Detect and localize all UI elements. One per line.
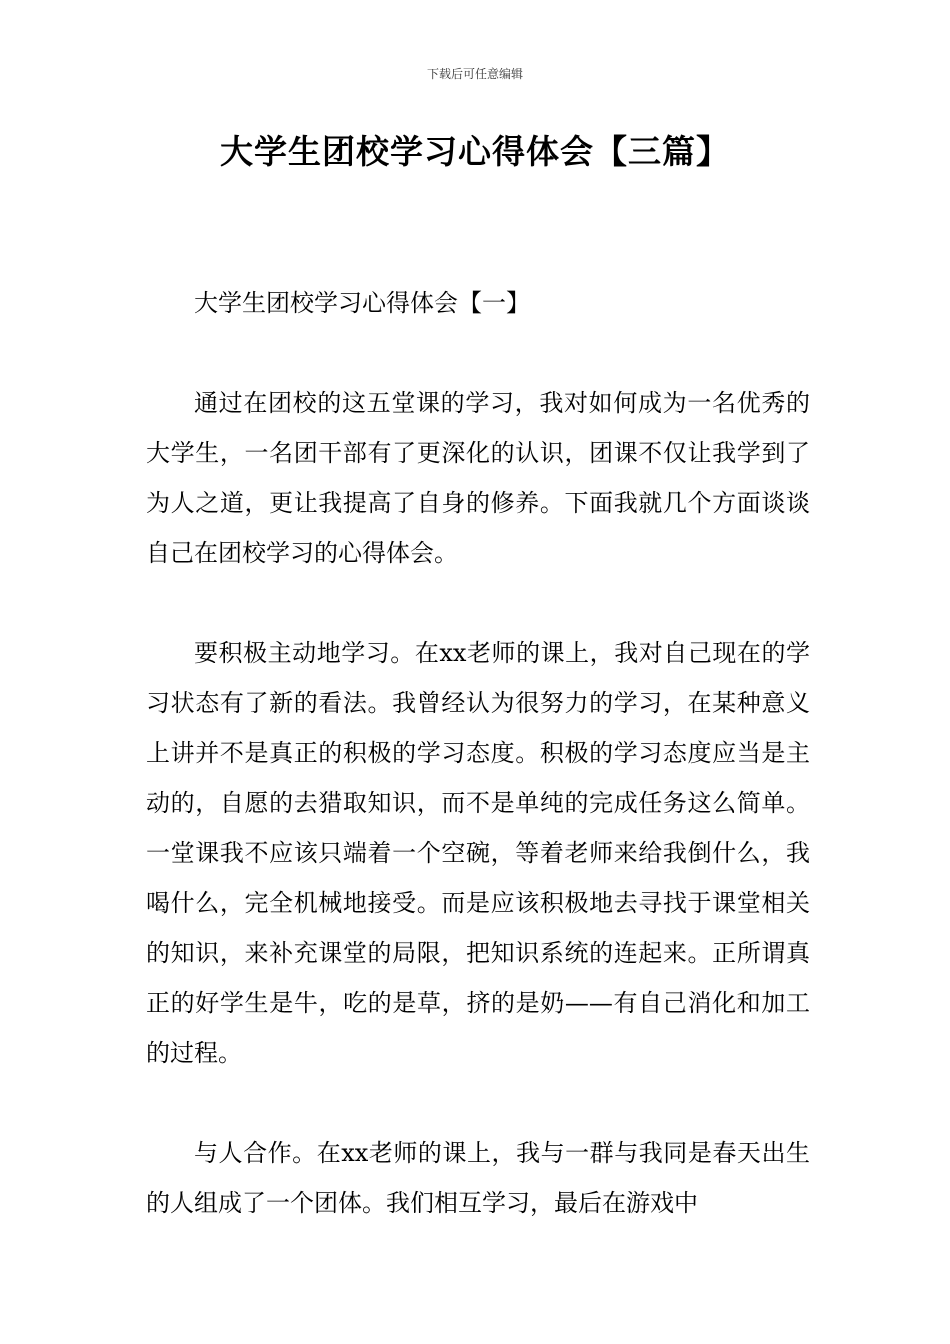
paragraph-2: 要积极主动地学习。在xx老师的课上，我对自己现在的学习状态有了新的看法。我曾经认为很努力的学习，在某种意义上讲并不是真正的积极的学习态度。积极的学习态度应当是主动的，自愿的去猎取知识，而不是单纯的完成任务这么简单。一堂课我不应该只端着一个空碗，等着老师来给我倒什么，我喝什么，完全机械地接受。而是应该积极地去寻找于课堂相关的知识，来补充课堂的局限，把知识系统的连起来。正所谓真正的好学生是牛，吃的是草，挤的是奶——有自己消化和加工的过程。 [146,639,810,1067]
paragraph-1: 通过在团校的这五堂课的学习，我对如何成为一名优秀的大学生，一名团干部有了更深化的认识，团课不仅让我学到了为人之道，更让我提高了自身的修养。下面我就几个方面谈谈自己在团校学习的心得体会。 [146,389,810,567]
header-note: 下载后可任意编辑 [426,67,523,81]
document-title: 大学生团校学习心得体会【三篇】 [220,132,730,171]
document-body [146,278,810,1278]
section-title: 大学生团校学习心得体会【一】 [194,289,530,317]
paragraph-3: 与人合作。在xx老师的课上，我与一群与我同是春天出生的人组成了一个团体。我们相互学习，最后在游戏中 [146,1139,810,1217]
